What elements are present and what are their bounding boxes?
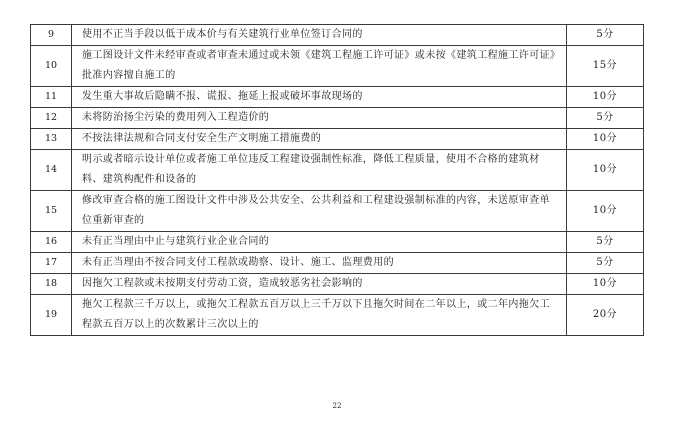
row-description: 因拖欠工程款或未按期支付劳动工资，造成较恶劣社会影响的	[72, 274, 567, 295]
row-number: 16	[31, 232, 72, 253]
row-score: 5分	[567, 25, 644, 46]
row-number: 19	[31, 295, 72, 336]
row-score: 5分	[567, 232, 644, 253]
row-number: 11	[31, 87, 72, 108]
row-number: 18	[31, 274, 72, 295]
row-number: 12	[31, 108, 72, 129]
penalty-table-body	[31, 25, 644, 336]
row-score: 20分	[567, 295, 644, 336]
row-description: 施工图设计文件未经审查或者审查未通过或未领《建筑工程施工许可证》或未按《建筑工程施工许可证》批准内容擅自施工的	[72, 46, 567, 87]
row-description: 修改审查合格的施工图设计文件中涉及公共安全、公共利益和工程建设强制标准的内容，未送原审查单位重新审查的	[72, 191, 567, 232]
row-description: 未将防治扬尘污染的费用列入工程造价的	[72, 108, 567, 129]
table-row	[31, 25, 644, 46]
table-row	[31, 46, 644, 87]
row-description: 未有正当理由中止与建筑行业企业合同的	[72, 232, 567, 253]
row-score: 5分	[567, 108, 644, 129]
row-description: 使用不正当手段以低于成本价与有关建筑行业单位签订合同的	[72, 25, 567, 46]
row-number: 15	[31, 191, 72, 232]
row-number: 13	[31, 129, 72, 150]
table-row	[31, 274, 644, 295]
row-number: 14	[31, 150, 72, 191]
table-row	[31, 129, 644, 150]
table-row	[31, 253, 644, 274]
row-score: 10分	[567, 87, 644, 108]
row-score: 10分	[567, 129, 644, 150]
row-number: 9	[31, 25, 72, 46]
table-row	[31, 191, 644, 232]
row-score: 10分	[567, 274, 644, 295]
table-row	[31, 108, 644, 129]
row-score: 5分	[567, 253, 644, 274]
page-number: 22	[332, 402, 342, 410]
row-description: 拖欠工程款三千万以上，或拖欠工程款五百万以上三千万以下且拖欠时间在二年以上，或二年内拖欠工程款五百万以上的次数累计三次以上的	[72, 295, 567, 336]
penalty-table-container	[30, 24, 644, 336]
row-score: 10分	[567, 150, 644, 191]
penalty-table	[30, 24, 644, 336]
table-row	[31, 87, 644, 108]
row-number: 17	[31, 253, 72, 274]
row-number: 10	[31, 46, 72, 87]
table-row	[31, 232, 644, 253]
row-description: 明示或者暗示设计单位或者施工单位违反工程建设强制性标准，降低工程质量，使用不合格的建筑材料、建筑构配件和设备的	[72, 150, 567, 191]
row-description: 发生重大事故后隐瞒不报、谎报、拖延上报或破坏事故现场的	[72, 87, 567, 108]
row-description: 不按法律法规和合同支付安全生产文明施工措施费的	[72, 129, 567, 150]
row-description: 未有正当理由不按合同支付工程款或勘察、设计、施工、监理费用的	[72, 253, 567, 274]
table-row	[31, 295, 644, 336]
row-score: 10分	[567, 191, 644, 232]
table-row	[31, 150, 644, 191]
row-score: 15分	[567, 46, 644, 87]
